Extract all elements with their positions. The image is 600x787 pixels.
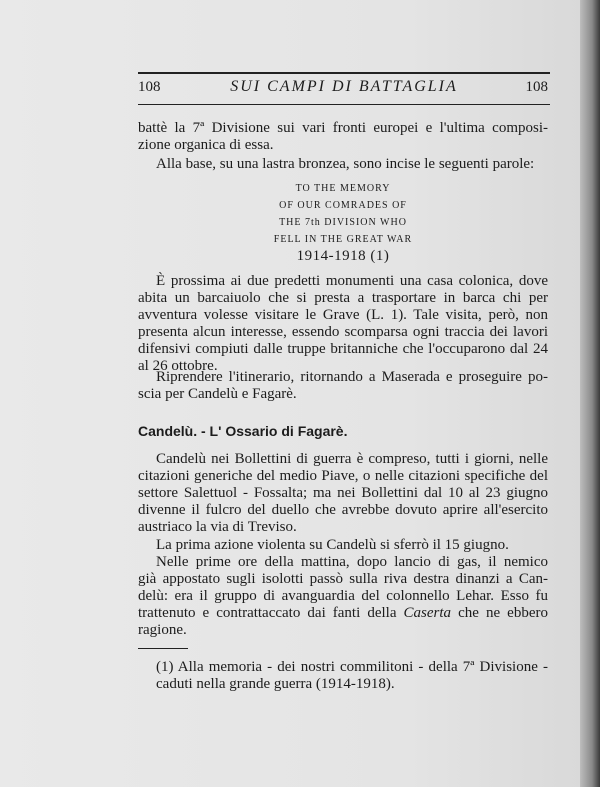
footnote [138,658,548,692]
text-line: La prima azione violenta su Candelù si sferrò il 15 giugno. [156,537,509,553]
text-line: presenta alcun interesse, essendo scomparsa ogni traccia dei lavori [138,324,548,340]
text-line: ragione. [138,622,187,638]
text-line: Candelù nei Bollettini di guerra è compreso, tutti i giorni, nelle [156,451,548,467]
text-line: zione organica di essa. [138,137,274,153]
paragraph-itinerary [138,369,548,403]
inscription-block [138,180,548,265]
page-number-right: 108 [525,79,548,95]
text-line: Riprendere l'itinerario, ritornando a Maserada e proseguire po- [156,369,548,385]
text-line: austriaco la via di Treviso. [138,519,297,535]
text-line: già appostato sugli isolotti passò sulla riva destra dinanzi a Can- [138,571,548,587]
footnote-rule [138,648,188,649]
paragraph-morning-attack [138,554,548,639]
text-line: scia per Candelù e Fagarè. [138,386,297,402]
inscription-line: TO THE MEMORY [295,183,391,194]
text-line: Alla base, su una lastra bronzea, sono incise le seguenti parole: [156,156,535,172]
paragraph-inscription-intro [138,156,548,173]
paragraph-candelu [138,451,548,536]
text-line: battè la 7ª Divisione sui vari fronti europei e l'ultima composi- [138,120,548,136]
text-line: citazioni generiche del medio Piave, o nelle citazioni specifiche del [138,468,548,484]
paragraph-farmhouse [138,273,548,375]
text-fragment: che ne ebbero [451,605,548,621]
inscription-line: OF OUR COMRADES OF [279,200,407,211]
text-line: Nelle prime ore della mattina, dopo lancio di gas, il nemico [156,554,548,570]
running-title: SUI CAMPI DI BATTAGLIA [230,78,458,95]
book-spine-shadow [580,0,600,787]
text-line: al 26 ottobre. [138,358,218,374]
text-line: delù: era il gruppo di avanguardia del colonnello Lehar. Esso fu [138,588,548,604]
text-fragment: trattenuto e contrattaccato dai fanti della [138,605,404,621]
section-heading: Candelù. - L' Ossario di Fagarè. [138,423,348,439]
italic-regiment-name: Caserta [403,605,452,621]
text-line: avventura volesse visitare le Grave (L. 1). Tale visita, però, non [138,307,548,323]
text-line: difensivi compiuti dalle truppe britanniche che l'occuparono dal 24 [138,341,548,357]
text-line: settore Salettuol - Fossalta; ma nei Bollettini dal 10 al 23 giugno [138,485,548,501]
text-line: È prossima ai due predetti monumenti una casa colonica, dove [156,273,548,289]
page-number-left: 108 [138,79,161,95]
inscription-line: THE 7th DIVISION WHO [279,217,407,228]
inscription-line: FELL IN THE GREAT WAR [273,234,413,245]
footnote-line: (1) Alla memoria - dei nostri commilitoni - della 7ª Divisione - [156,659,548,675]
footnote-line: caduti nella grande guerra (1914-1918). [156,676,395,692]
text-line: divenne il fulcro del duello che avrebbe dovuto aprire all'esercito [138,502,548,518]
text-line [138,605,548,622]
inscription-year: 1914-1918 (1) [296,248,390,264]
running-header [138,72,550,105]
text-line: abita un barcaiuolo che si presta a trasportare in barca chi per [138,290,548,306]
paragraph-continuation [138,120,548,154]
paragraph-first-action [138,537,548,554]
